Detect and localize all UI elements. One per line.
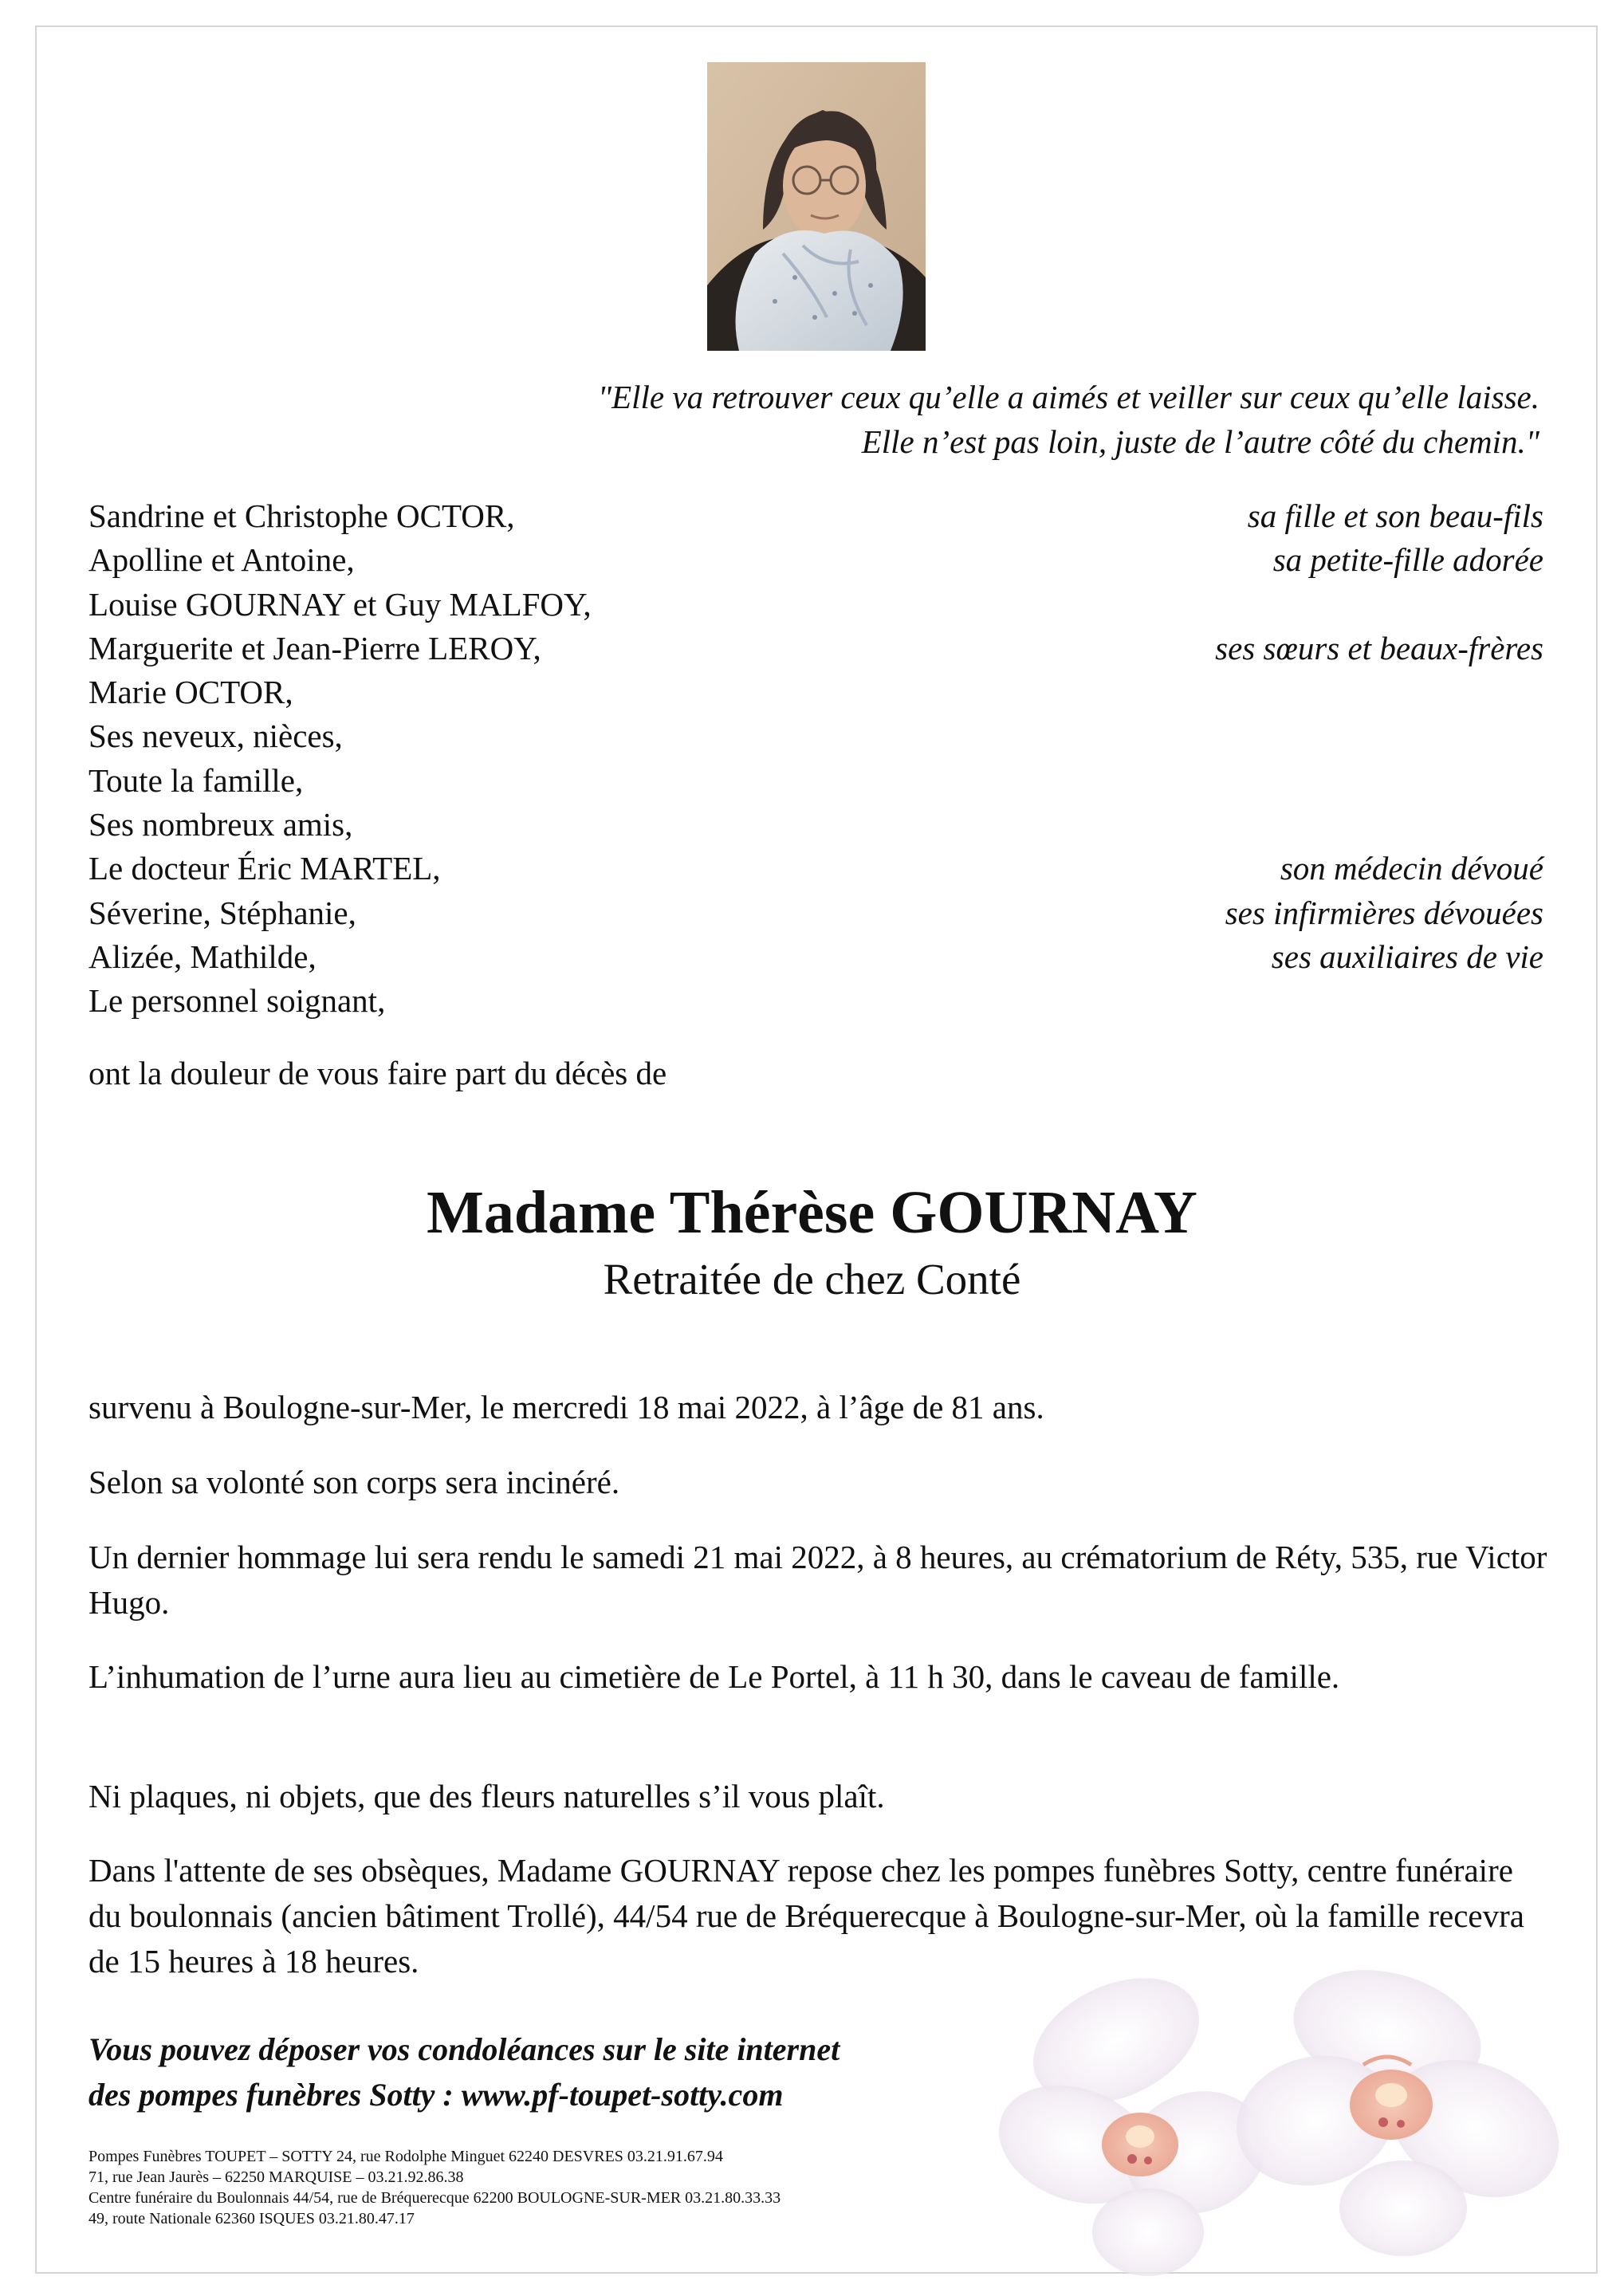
- family-member-name: Alizée, Mathilde,: [88, 938, 317, 975]
- family-row: [88, 979, 1543, 1023]
- paragraph-death-notice: survenu à Boulogne-sur-Mer, le mercredi 18 mai 2022, à l’âge de 81 ans.: [88, 1389, 1044, 1425]
- family-member-name: Louise GOURNAY et Guy MALFOY,: [88, 585, 592, 623]
- family-member-name: Le docteur Éric MARTEL,: [88, 850, 441, 887]
- funeral-home-line: 71, rue Jean Jaurès – 62250 MARQUISE – 03.21.92.86.38: [88, 2168, 464, 2186]
- family-member-name: Marguerite et Jean-Pierre LEROY,: [88, 629, 541, 666]
- epitaph-quote: [264, 375, 1539, 464]
- family-list: [88, 494, 1543, 1024]
- paragraph-viewing: Dans l'attente de ses obsèques, Madame GOURNAY repose chez les pompes funèbres Sotty, centre funéraire du boulonnais (ancien bâtiment Trollé), 44/54 rue de Bréquerecque à Boulogne-sur-Mer, où la famille recevra de 15 heures à 18 heures.: [88, 1852, 1524, 1980]
- orchid-decoration: [989, 1945, 1618, 2280]
- epitaph-line: Elle n’est pas loin, juste de l’autre côté du chemin.": [861, 423, 1539, 460]
- family-member-name: Sandrine et Christophe OCTOR,: [88, 497, 515, 534]
- family-row: [88, 935, 1543, 979]
- family-member-name: Marie OCTOR,: [88, 674, 293, 711]
- family-member-name: Toute la famille,: [88, 761, 304, 799]
- deceased-occupation: Retraitée de chez Conté: [603, 1255, 1021, 1303]
- funeral-home-line: Pompes Funèbres TOUPET – SOTTY 24, rue Rodolphe Minguet 62240 DESVRES 03.21.91.67.94: [88, 2148, 723, 2165]
- condolences-line: des pompes funèbres Sotty : www.pf-toupet-sotty.com: [88, 2077, 784, 2113]
- portrait-photo: [707, 62, 926, 351]
- family-row: [88, 759, 1543, 803]
- family-row: [88, 538, 1543, 582]
- condolences-line: Vous pouvez déposer vos condoléances sur le site internet: [88, 2031, 840, 2067]
- family-relation: ses auxiliaires de vie: [1271, 938, 1543, 975]
- paragraph-cremation: Selon sa volonté son corps sera incinéré.: [88, 1464, 620, 1500]
- paragraph-flowers: Ni plaques, ni objets, que des fleurs naturelles s’il vous plaît.: [88, 1778, 885, 1814]
- family-row: [88, 714, 1543, 758]
- deceased-name: Madame Thérèse GOURNAY: [427, 1179, 1197, 1246]
- funeral-home-line: Centre funéraire du Boulonnais 44/54, rue de Bréquerecque 62200 BOULOGNE-SUR-MER 03.21.80.33.33: [88, 2189, 781, 2207]
- family-row: [88, 670, 1543, 714]
- epitaph-line: "Elle va retrouver ceux qu’elle a aimés et veiller sur ceux qu’elle laisse.: [597, 379, 1539, 415]
- family-member-name: Séverine, Stéphanie,: [88, 894, 356, 931]
- funeral-home-contacts: [88, 2146, 781, 2229]
- family-row: [88, 494, 1543, 538]
- family-relation: ses infirmières dévouées: [1225, 894, 1543, 931]
- condolences-notice: [88, 2027, 840, 2117]
- family-relation: son médecin dévoué: [1280, 850, 1543, 887]
- paragraph-tribute: Un dernier hommage lui sera rendu le samedi 21 mai 2022, à 8 heures, au crématorium de Réty, 535, rue Victor Hugo.: [88, 1539, 1547, 1621]
- family-member-name: Ses nombreux amis,: [88, 806, 353, 843]
- family-row: [88, 583, 1543, 627]
- family-row: [88, 891, 1543, 935]
- family-member-name: Ses neveux, nièces,: [88, 718, 343, 755]
- family-row: [88, 627, 1543, 670]
- funeral-home-line: 49, route Nationale 62360 ISQUES 03.21.80.47.17: [88, 2210, 415, 2227]
- orchid-flower: [1222, 1950, 1582, 2256]
- family-relation: ses sœurs et beaux-frères: [1215, 629, 1543, 666]
- family-relation: sa fille et son beau-fils: [1247, 497, 1543, 534]
- family-relation: sa petite-fille adorée: [1272, 541, 1543, 579]
- family-row: [88, 847, 1543, 890]
- family-row: [88, 803, 1543, 847]
- paragraph-burial: L’inhumation de l’urne aura lieu au cimetière de Le Portel, à 11 h 30, dans le caveau de famille.: [88, 1658, 1340, 1695]
- family-member-name: Le personnel soignant,: [88, 982, 386, 1020]
- announcement-line: ont la douleur de vous faire part du décès de: [88, 1055, 667, 1091]
- family-member-name: Apolline et Antoine,: [88, 541, 355, 579]
